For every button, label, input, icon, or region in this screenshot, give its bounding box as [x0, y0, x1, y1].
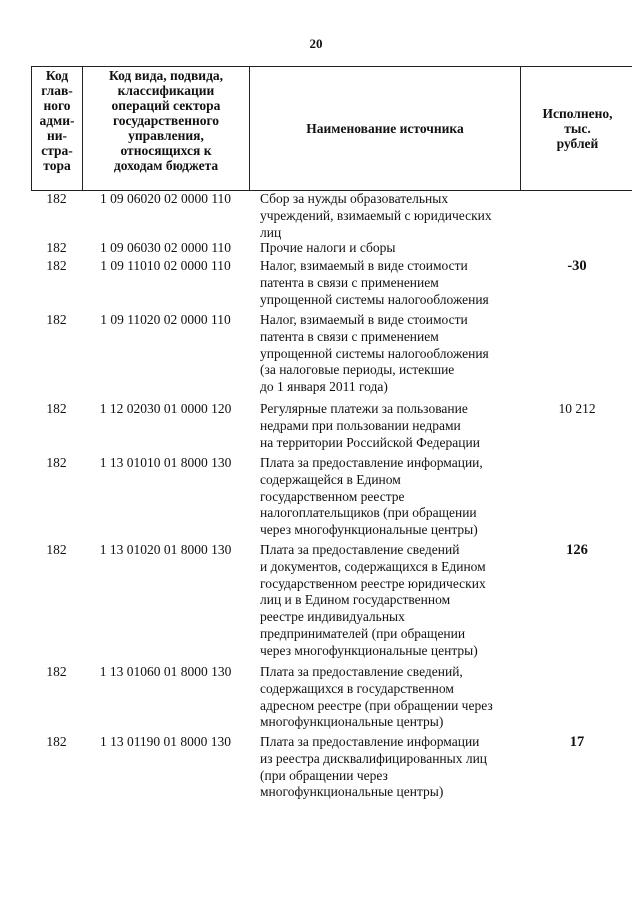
admin-code-cell: 182	[46, 312, 67, 327]
amount-cell	[520, 312, 632, 401]
source-name-cell: Налог, взимаемый в виде стоимости патента в связи с применением упрощенной системы налогообложения	[260, 258, 489, 307]
budget-code-cell: 1 09 06030 02 0000 110	[99, 240, 232, 255]
table-row	[31, 542, 632, 664]
amount-cell: 126	[566, 542, 588, 558]
header-source-name: Наименование источника	[249, 67, 520, 190]
budget-code-cell: 1 09 06020 02 0000 110	[99, 191, 232, 206]
source-name-cell: Плата за предоставление информации из реестра дисквалифицированных лиц (при обращении через многофункциональные центры)	[260, 734, 488, 800]
admin-code-cell: 182	[46, 401, 67, 416]
budget-code-cell: 1 13 01190 01 8000 130	[99, 734, 232, 749]
amount-cell	[520, 664, 632, 734]
table-body	[31, 191, 632, 804]
budget-code-cell: 1 09 11010 02 0000 110	[100, 258, 231, 273]
source-name-cell: Налог, взимаемый в виде стоимости патента в связи с применением упрощенной системы налогообложения (за налоговые периоды, истекшие до 1 января 2011 года)	[260, 312, 489, 395]
amount-cell: 10 212	[558, 401, 596, 416]
table-row	[31, 401, 632, 455]
table-row	[31, 312, 632, 401]
header-executed-amount: Исполнено, тыс. рублей	[520, 67, 632, 190]
admin-code-cell: 182	[46, 542, 67, 557]
amount-cell	[520, 191, 632, 240]
budget-code-cell: 1 09 11020 02 0000 110	[100, 312, 231, 327]
amount-cell	[520, 455, 632, 542]
budget-code-cell: 1 12 02030 01 0000 120	[99, 401, 232, 416]
source-name-cell: Прочие налоги и сборы	[260, 240, 396, 255]
amount-cell: 17	[569, 734, 585, 750]
table-row	[31, 455, 632, 542]
table-row	[31, 191, 632, 240]
table-row	[31, 240, 632, 258]
admin-code-cell: 182	[46, 240, 67, 255]
budget-code-cell: 1 13 01060 01 8000 130	[99, 664, 232, 679]
budget-code-cell: 1 13 01020 01 8000 130	[99, 542, 232, 557]
page-number: 20	[309, 36, 323, 51]
admin-code-cell: 182	[46, 664, 67, 679]
admin-code-cell: 182	[46, 455, 67, 470]
header-classification-code: Код вида, подвида, классификации операций сектора государственного управления, относящихся к доходам бюджета	[82, 67, 249, 190]
table-row	[31, 664, 632, 734]
budget-code-cell: 1 13 01010 01 8000 130	[99, 455, 232, 470]
header-admin-code: Код глав- ного адми- ни- стра- тора	[31, 67, 82, 190]
source-name-cell: Плата за предоставление сведений, содержащихся в государственном адресном реестре (при обращении через многофункциональные центры)	[260, 664, 493, 730]
amount-cell	[520, 240, 632, 258]
source-name-cell: Регулярные платежи за пользование недрами при пользовании недрами на территории Российской Федерации	[260, 401, 480, 450]
table-row	[31, 258, 632, 312]
source-name-cell: Сбор за нужды образовательных учреждений, взимаемый с юридических лиц	[260, 191, 492, 240]
admin-code-cell: 182	[46, 191, 67, 206]
table-row	[31, 734, 632, 804]
admin-code-cell: 182	[46, 258, 67, 273]
source-name-cell: Плата за предоставление информации, содержащейся в Едином государственном реестре налогоплательщиков (при обращении через многофункциональные центры)	[260, 455, 483, 538]
source-name-cell: Плата за предоставление сведений и документов, содержащихся в Едином государственном реестре юридических лиц и в Едином государственном реестре индивидуальных предпринимателей (при обращении через многофункциональные центры)	[260, 542, 486, 658]
admin-code-cell: 182	[46, 734, 67, 749]
table-header	[31, 66, 632, 191]
amount-cell: -30	[567, 258, 587, 274]
